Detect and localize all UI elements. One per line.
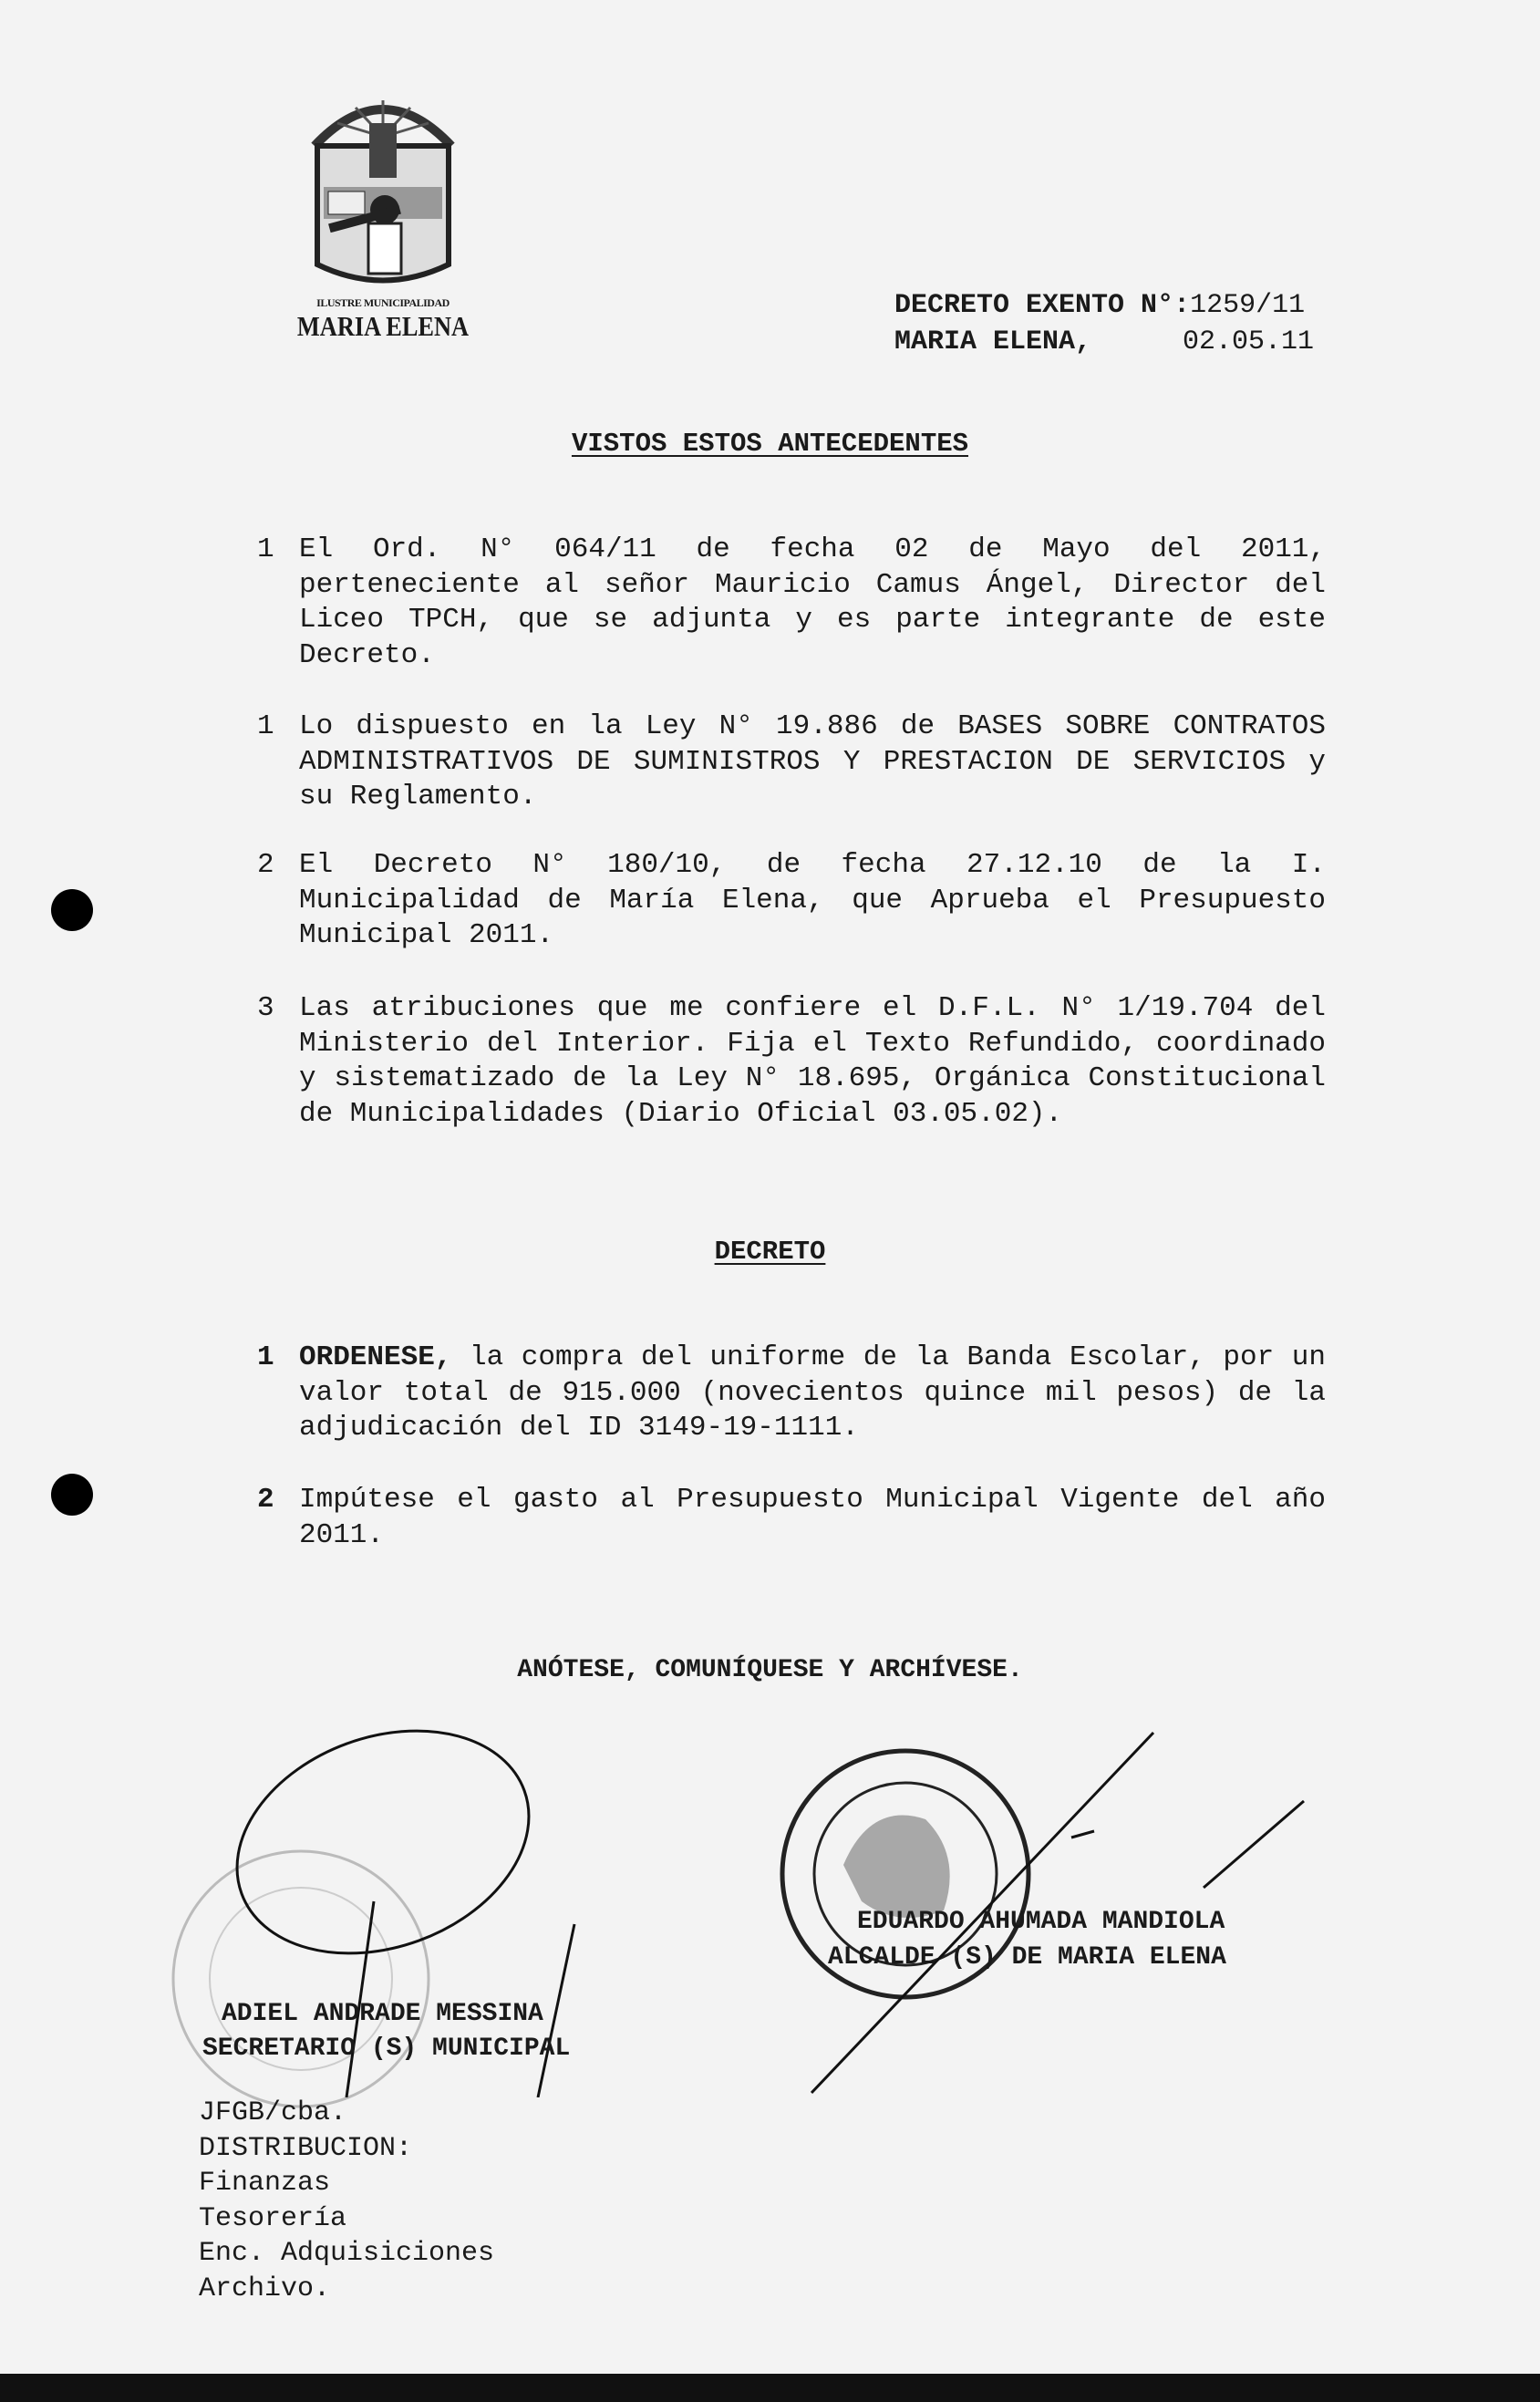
decree-number: 1259/11: [1190, 290, 1306, 321]
item-text: Las atribuciones que me confiere el D.F.L. N° 1/19.704 del Ministerio del Interior. Fija el Texto Refundido, coordinado y sistematizado de la Ley N° 18.695, Orgánica Constitucional de Municipalidades (Diario Oficial 03.05.02).: [299, 992, 1326, 1130]
decree-date: 02.05.11: [1182, 326, 1314, 357]
item-lead: ORDENESE,: [299, 1341, 452, 1373]
distribution-item: Enc. Adquisiciones: [199, 2238, 495, 2269]
punch-hole: [51, 889, 93, 931]
item-text: El Decreto N° 180/10, de fecha 27.12.10 de la I. Municipalidad de María Elena, que Aprueba el Presupuesto Municipal 2011.: [299, 849, 1326, 951]
scan-edge: [0, 2374, 1540, 2402]
initials: JFGB/cba.: [199, 2097, 347, 2128]
place-label: MARIA ELENA,: [894, 326, 1092, 357]
item-number: 1: [257, 533, 274, 565]
item-number: 1: [257, 710, 274, 742]
distribution-item: Finanzas: [199, 2168, 331, 2199]
item-number: 2: [257, 1484, 274, 1516]
decreto-item: [257, 1341, 1326, 1446]
place-date-line: [862, 287, 1318, 360]
item-number: 2: [257, 849, 274, 881]
distribution-block: [199, 2096, 494, 2306]
closing-formula: ANÓTESE, COMUNÍQUESE Y ARCHÍVESE.: [517, 1656, 1023, 1684]
distribution-item: Archivo.: [199, 2273, 331, 2304]
secretary-name: ADIEL ANDRADE MESSINA: [222, 2000, 543, 2028]
vistos-item: [257, 709, 1326, 815]
logo-subtitle: ILUSTRE MUNICIPALIDAD: [316, 296, 450, 309]
mayor-name: EDUARDO AHUMADA MANDIOLA: [857, 1908, 1225, 1936]
distribution-item: Tesorería: [199, 2202, 347, 2234]
item-text: Impútese el gasto al Presupuesto Municipal Vigente del año 2011.: [299, 1484, 1326, 1551]
distribution-label: DISTRIBUCION:: [199, 2132, 413, 2164]
vistos-item: [257, 848, 1326, 954]
vistos-item: [257, 533, 1326, 673]
vistos-heading: VISTOS ESTOS ANTECEDENTES: [571, 429, 969, 459]
item-number: 1: [257, 1341, 274, 1373]
secretary-title: SECRETARIO (S) MUNICIPAL: [202, 2034, 571, 2063]
logo-title: MARIA ELENA: [296, 310, 470, 342]
coat-of-arms-icon: [274, 82, 492, 292]
punch-hole: [51, 1474, 93, 1516]
decree-label: DECRETO EXENTO N°:: [894, 290, 1191, 321]
item-text: Lo dispuesto en la Ley N° 19.886 de BASES SOBRE CONTRATOS ADMINISTRATIVOS DE SUMINISTROS Y PRESTACION DE SERVICIOS y su Reglamento.: [299, 710, 1326, 813]
item-text: El Ord. N° 064/11 de fecha 02 de Mayo del 2011, perteneciente al señor Mauricio Camus Ángel, Director del Liceo TPCH, que se adjunta y es parte integrante de este Decreto.: [299, 533, 1326, 671]
item-number: 3: [257, 992, 274, 1024]
vistos-item: [257, 991, 1326, 1132]
decreto-item: [257, 1483, 1326, 1553]
decreto-heading: DECRETO: [714, 1237, 826, 1267]
mayor-title: ALCALDE (S) DE MARIA ELENA: [828, 1943, 1226, 1972]
municipality-logo: [274, 82, 492, 343]
item-text: [299, 1341, 1326, 1446]
item-body: la compra del uniforme de la Banda Escolar, por un valor total de 915.000 (novecientos quince mil pesos) de la adjudicación del ID 3149-19-1111.: [299, 1341, 1326, 1444]
